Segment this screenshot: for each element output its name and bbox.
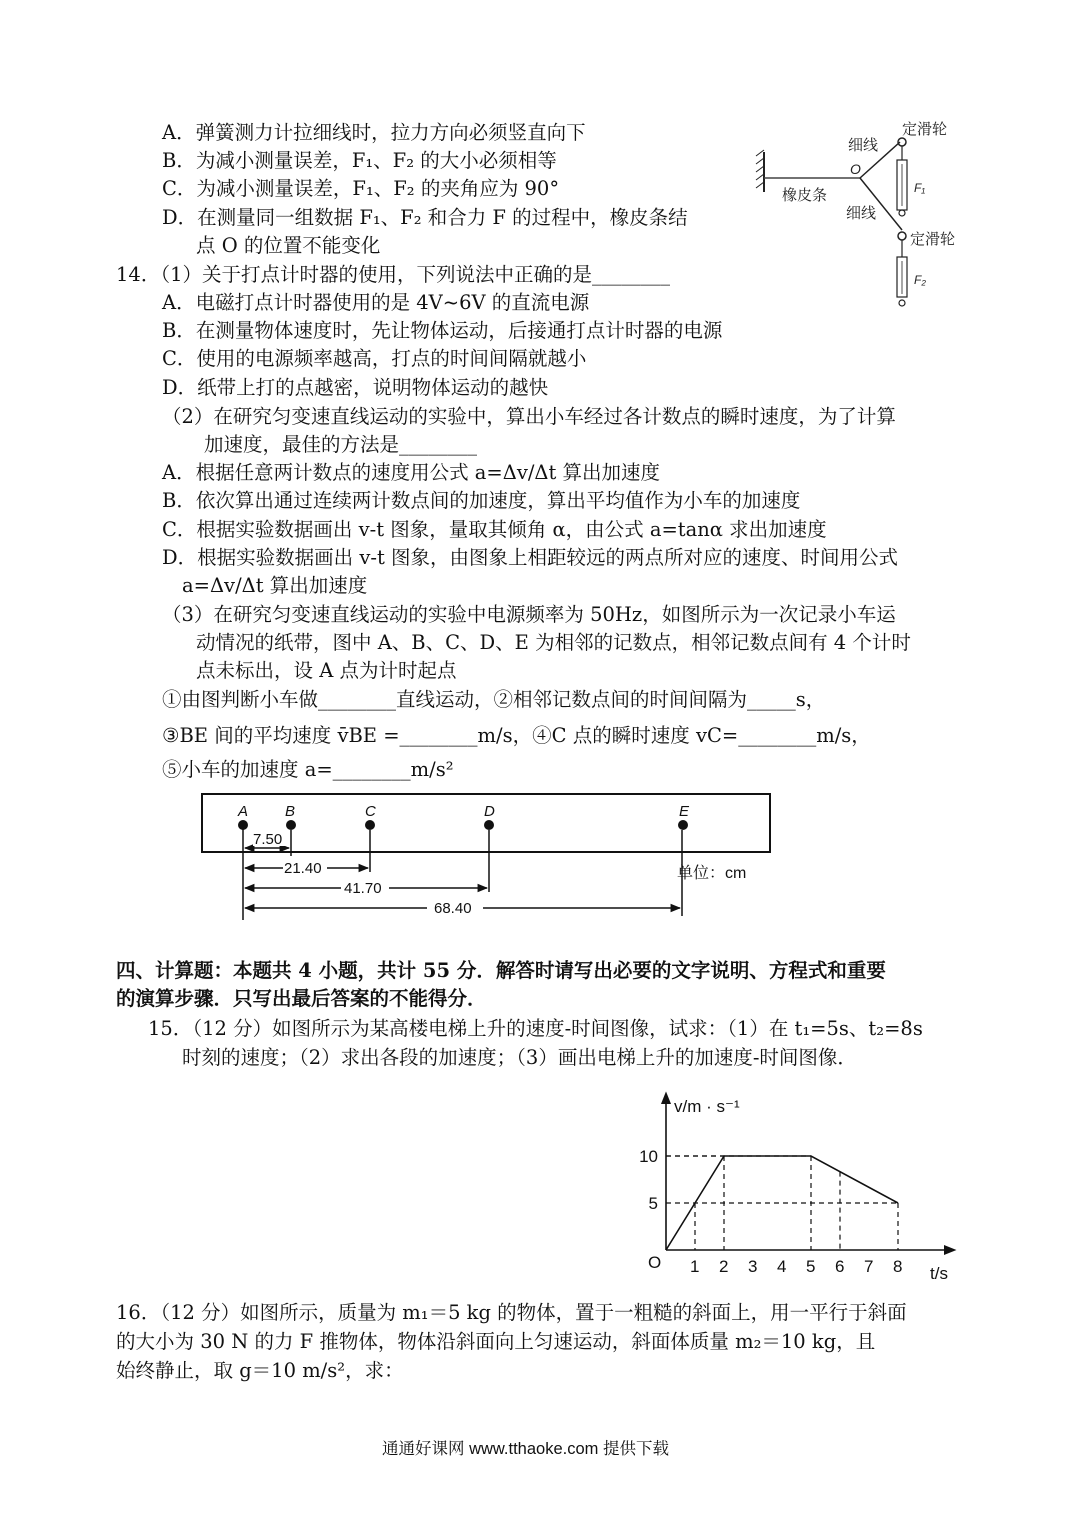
tape-point-label-c: C <box>365 803 376 820</box>
q14-p2-stem-line1: （2）在研究匀变速直线运动的实验中，算出小车经过各计数点的瞬时速度，为了计算 <box>162 405 896 428</box>
q14-p2-option-c: C．根据实验数据画出 v-t 图象，量取其倾角 α，由公式 a=tanα 求出加速度 <box>162 518 827 541</box>
q14-p3-blank-line1: ①由图判断小车做________直线运动，②相邻记数点间的时间间隔为_____s， <box>162 688 826 711</box>
q13-option-b: B．为减小测量误差，F₁、F₂ 的大小必须相等 <box>162 149 557 172</box>
tape-dot-b <box>286 820 296 830</box>
y-tick-label: 10 <box>639 1147 658 1166</box>
q14-p2-option-d-cont: a=Δv/Δt 算出加速度 <box>182 574 368 597</box>
q14-p3-stem-line3: 点未标出，设 A 点为计时起点 <box>196 659 457 682</box>
y-axis-label: v/m · s⁻¹ <box>674 1097 740 1116</box>
q14-p1-option-a: A．电磁打点计时器使用的是 4V~6V 的直流电源 <box>162 291 590 314</box>
q14-p2-option-d: D．根据实验数据画出 v-t 图象，由图象上相距较远的两点所对应的速度、时间用公式 <box>162 546 898 569</box>
velocity-time-chart <box>630 1088 970 1288</box>
label-f1: F₁ <box>914 181 926 195</box>
x-tick-label: 6 <box>835 1257 845 1276</box>
tape-distance-ac: 21.40 <box>284 860 322 877</box>
q15-line2: 时刻的速度；（2）求出各段的加速度；（3）画出电梯上升的加速度-时间图像． <box>182 1046 857 1069</box>
q14-p2-option-b: B．依次算出通过连续两计数点间的加速度，算出平均值作为小车的加速度 <box>162 489 801 512</box>
paper-tape-figure <box>195 792 795 922</box>
q14-p1-option-c: C．使用的电源频率越高，打点的时间间隔就越小 <box>162 347 587 370</box>
y-tick-label: 5 <box>648 1194 658 1213</box>
tape-unit-label: 单位：cm <box>677 865 747 882</box>
q14-p1-option-d: D．纸带上打的点越密，说明物体运动的越快 <box>162 376 549 399</box>
x-tick-label: 3 <box>748 1257 758 1276</box>
tape-point-label-a: A <box>238 803 249 820</box>
tape-point-label-b: B <box>285 803 296 820</box>
x-tick-label: 5 <box>806 1257 816 1276</box>
tape-dot-c <box>365 820 375 830</box>
tape-dot-d <box>484 820 494 830</box>
label-rubber-band: 橡皮条 <box>782 187 828 204</box>
q16-line3: 始终静止，取 g＝10 m/s²，求： <box>116 1359 404 1382</box>
q14-p2-option-a: A．根据任意两计数点的速度用公式 a=Δv/Δt 算出加速度 <box>162 461 661 484</box>
q14-p3-blank-line2: ③BE 间的平均速度 v̄BE =________m/s，④C 点的瞬时速度 vC=________m/s， <box>162 724 871 747</box>
q14-p3-blank-line3: ⑤小车的加速度 a=________m/s² <box>162 758 454 781</box>
q14-p1-option-b: B．在测量物体速度时，先让物体运动，后接通打点计时器的电源 <box>162 319 723 342</box>
q13-option-c: C．为减小测量误差，F₁、F₂ 的夹角应为 90° <box>162 177 560 200</box>
section4-heading-line2: 的演算步骤．只写出最后答案的不能得分． <box>116 987 487 1010</box>
x-axis-label: t/s <box>930 1264 948 1283</box>
q13-option-d: D．在测量同一组数据 F₁、F₂ 和合力 F 的过程中，橡皮条结 <box>162 206 688 229</box>
q13-option-a: A．弹簧测力计拉细线时，拉力方向必须竖直向下 <box>162 121 586 144</box>
tape-point-label-d: D <box>484 803 495 820</box>
q13-option-d-cont: 点 O 的位置不能变化 <box>196 234 381 257</box>
x-tick-label: 8 <box>893 1257 903 1276</box>
tape-distance-ab: 7.50 <box>253 831 283 848</box>
x-tick-label: 7 <box>864 1257 874 1276</box>
q14-p1-stem: 14．（1）关于打点计时器的使用，下列说法中正确的是________ <box>116 263 670 286</box>
spring-scale-figure <box>752 112 982 312</box>
q15-line1: 15．（12 分）如图所示为某高楼电梯上升的速度-时间图像，试求：（1）在 t₁=5s、t₂=8s <box>148 1017 923 1040</box>
section4-heading-line1: 四、计算题：本题共 4 小题，共计 55 分．解答时请写出必要的文字说明、方程式和重要 <box>116 959 886 982</box>
tape-dot-e <box>678 820 688 830</box>
tape-point-label-e: E <box>679 803 690 820</box>
page-footer: 通通好课网 www.tthaoke.com 提供下载 <box>382 1440 669 1458</box>
x-tick-label: 1 <box>690 1257 700 1276</box>
label-f2: F₂ <box>914 273 926 287</box>
label-pulley-bottom: 定滑轮 <box>910 231 956 248</box>
label-pulley-top: 定滑轮 <box>902 121 948 138</box>
tape-distance-ae: 68.40 <box>434 900 472 917</box>
tape-distance-ad: 41.70 <box>344 880 382 897</box>
label-thread-top: 细线 <box>848 137 879 154</box>
velocity-series-line <box>666 1156 898 1250</box>
q16-line1: 16．（12 分）如图所示，质量为 m₁＝5 kg 的物体，置于一粗糙的斜面上，用一平行于斜面 <box>116 1301 907 1324</box>
q14-p3-stem-line1: （3）在研究匀变速直线运动的实验中电源频率为 50Hz，如图所示为一次记录小车运 <box>162 603 896 626</box>
q14-p3-stem-line2: 动情况的纸带，图中 A、B、C、D、E 为相邻的记数点，相邻记数点间有 4 个计时 <box>196 631 911 654</box>
label-thread-bottom: 细线 <box>846 205 877 222</box>
x-tick-label: 2 <box>719 1257 729 1276</box>
origin-label: O <box>648 1253 662 1272</box>
q16-line2: 的大小为 30 N 的力 F 推物体，物体沿斜面向上匀速运动，斜面体质量 m₂＝10 kg，且 <box>116 1330 876 1353</box>
x-tick-label: 4 <box>777 1257 787 1276</box>
q14-p2-stem-line2: 加速度，最佳的方法是________ <box>204 433 478 456</box>
label-o: O <box>850 161 861 177</box>
